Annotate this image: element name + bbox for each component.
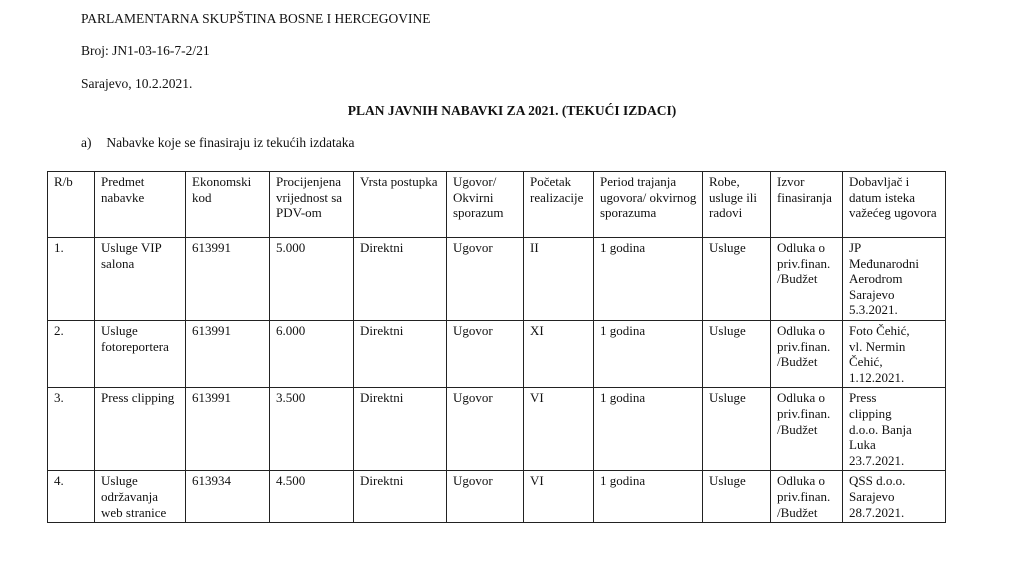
column-header: Početak realizacije [524, 172, 594, 238]
cell-line: Foto Čehić, [849, 323, 910, 338]
cell-line: JP [849, 240, 862, 255]
cell-subject: Usluge VIP salona [95, 238, 186, 321]
cell-type: Usluge [703, 388, 771, 471]
cell-line: priv.finan. [777, 255, 831, 271]
cell-start: XI [524, 321, 594, 388]
cell-line: priv.finan. [777, 338, 831, 354]
column-header: Ekonomski kod [186, 172, 270, 238]
section-label: a) [81, 135, 92, 150]
cell-supplier [843, 471, 946, 523]
cell-rb: 1. [48, 238, 95, 321]
cell-duration: 1 godina [594, 471, 703, 523]
cell-type: Usluge [703, 471, 771, 523]
cell-type: Usluge [703, 238, 771, 321]
table-row [48, 471, 946, 523]
cell-line: QSS d.o.o. [849, 473, 906, 489]
cell-rb: 2. [48, 321, 95, 388]
cell-code: 613934 [186, 471, 270, 523]
organization-name: PARLAMENTARNA SKUPŠTINA BOSNE I HERCEGOVINE [81, 11, 431, 26]
cell-line: Međunarodni [849, 255, 920, 271]
cell-supplier [843, 388, 946, 471]
cell-duration: 1 godina [594, 388, 703, 471]
cell-contract: Ugovor [447, 388, 524, 471]
cell-code: 613991 [186, 321, 270, 388]
cell-line: priv.finan. [777, 405, 831, 421]
reference-number: Broj: JN1-03-16-7-2/21 [81, 43, 210, 58]
cell-code: 613991 [186, 238, 270, 321]
cell-procedure: Direktni [354, 321, 447, 388]
cell-value: 5.000 [270, 238, 354, 321]
cell-start: VI [524, 388, 594, 471]
cell-line: Sarajevo [849, 488, 895, 504]
cell-procedure: Direktni [354, 238, 447, 321]
column-header: Vrsta postupka [354, 172, 447, 238]
column-header: Dobavljač i datum isteka važećeg ugovora [843, 172, 946, 238]
cell-subject: Press clipping [95, 388, 186, 471]
cell-contract: Ugovor [447, 471, 524, 523]
cell-value: 3.500 [270, 388, 354, 471]
cell-line: Odluka o [777, 240, 826, 255]
place-date: Sarajevo, 10.2.2021. [81, 76, 193, 91]
cell-line: Čehić, [849, 354, 883, 370]
cell-value: 6.000 [270, 321, 354, 388]
cell-procedure: Direktni [354, 388, 447, 471]
column-header: Ugovor/ Okvirni sporazum [447, 172, 524, 238]
document-title [0, 103, 1024, 119]
cell-source [771, 321, 843, 388]
cell-contract: Ugovor [447, 321, 524, 388]
cell-line: 23.7.2021. [849, 452, 905, 468]
cell-line: d.o.o. Banja [849, 421, 912, 437]
cell-code: 613991 [186, 388, 270, 471]
cell-line: priv.finan. [777, 488, 831, 504]
cell-subject: Usluge fotoreportera [95, 321, 186, 388]
cell-line: Press [849, 390, 877, 406]
cell-rb: 4. [48, 471, 95, 523]
table-header-row [48, 172, 946, 238]
cell-line: Odluka o [777, 390, 826, 406]
cell-line: Aerodrom [849, 271, 903, 287]
cell-source [771, 471, 843, 523]
cell-supplier [843, 321, 946, 388]
column-header: R/b [48, 172, 95, 238]
column-header: Predmet nabavke [95, 172, 186, 238]
cell-duration: 1 godina [594, 321, 703, 388]
cell-value: 4.500 [270, 471, 354, 523]
cell-type: Usluge [703, 321, 771, 388]
cell-supplier [843, 238, 946, 321]
cell-source [771, 388, 843, 471]
cell-start: II [524, 238, 594, 321]
cell-line: 28.7.2021. [849, 504, 905, 520]
document-title-text: PLAN JAVNIH NABAVKI ZA 2021. (TEKUĆI IZDACI) [347, 103, 677, 118]
cell-line: 5.3.2021. [849, 302, 898, 318]
column-header: Procijenjena vrijednost sa PDV-om [270, 172, 354, 238]
cell-contract: Ugovor [447, 238, 524, 321]
cell-subject: Usluge održavanja web stranice [95, 471, 186, 523]
cell-line: /Budžet [777, 421, 818, 437]
cell-line: 1.12.2021. [849, 369, 905, 385]
cell-rb: 3. [48, 388, 95, 471]
cell-line: Luka [849, 437, 876, 453]
column-header: Period trajanja ugovora/ okvirnog sporazuma [594, 172, 703, 238]
procurement-table [47, 171, 946, 523]
table-row [48, 321, 946, 388]
cell-start: VI [524, 471, 594, 523]
cell-duration: 1 godina [594, 238, 703, 321]
cell-line: Odluka o [777, 323, 826, 338]
cell-line: Sarajevo [849, 286, 895, 302]
cell-line: /Budžet [777, 354, 818, 370]
cell-line: /Budžet [777, 504, 818, 520]
section-text: Nabavke koje se finasiraju iz tekućih izdataka [106, 135, 355, 150]
cell-line: vl. Nermin [849, 338, 906, 354]
table-body [48, 238, 946, 523]
cell-line: Odluka o [777, 473, 826, 489]
cell-source [771, 238, 843, 321]
table-row [48, 388, 946, 471]
cell-line: /Budžet [777, 271, 818, 287]
cell-procedure: Direktni [354, 471, 447, 523]
cell-line: clipping [849, 405, 892, 421]
section-heading [81, 135, 355, 151]
table-row [48, 238, 946, 321]
column-header: Robe, usluge ili radovi [703, 172, 771, 238]
column-header: Izvor finasiranja [771, 172, 843, 238]
